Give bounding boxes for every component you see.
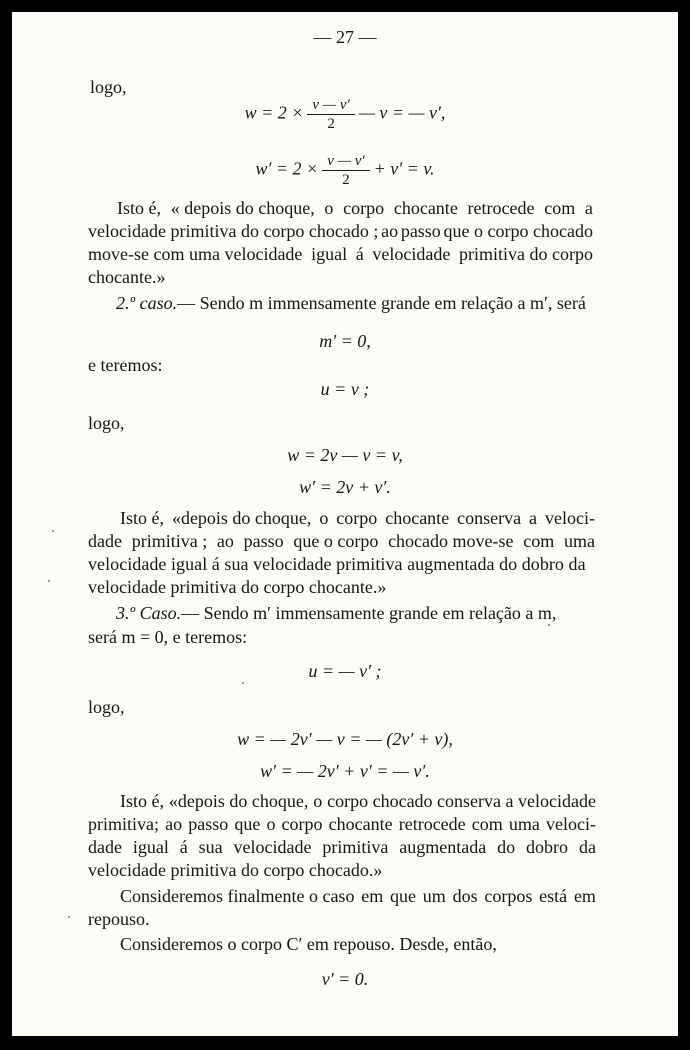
paragraph-1-line-4: chocante.» bbox=[88, 267, 166, 287]
equation-4: w′ = 2v + v′. bbox=[299, 477, 391, 497]
equation-5: w = — 2v′ — v = — (2v′ + v), bbox=[237, 729, 453, 749]
paragraph-2-line-4: velocidade primitiva do corpo chocante.» bbox=[88, 577, 387, 597]
scan-speck bbox=[48, 580, 50, 582]
document-page bbox=[12, 12, 678, 1036]
case-2-line bbox=[116, 292, 586, 314]
scan-speck bbox=[52, 530, 54, 532]
case-3-text: — Sendo m′ immensamente grande em relação a m, bbox=[181, 603, 557, 623]
eq2-fraction bbox=[322, 152, 369, 189]
equation-6: w′ = — 2v′ + v′ = — v′. bbox=[260, 761, 430, 781]
eq1-numerator: v — v′ bbox=[307, 96, 354, 115]
paragraph-3-line-3: dade igual á sua velocidade primitiva augmentada do dobro da bbox=[88, 837, 596, 857]
equation-v-prime-zero: v′ = 0. bbox=[321, 969, 369, 989]
paragraph-4-line-2: repouso. bbox=[88, 909, 150, 929]
eq1-left: w = 2 × bbox=[244, 102, 304, 123]
paragraph-1-line-2: velocidade primitiva do corpo chocado ; ao passo que o corpo chocado bbox=[88, 221, 593, 241]
scan-speck bbox=[548, 624, 550, 626]
scan-speck bbox=[68, 916, 70, 918]
equation-u-minus-v-prime: u = — v′ ; bbox=[308, 661, 382, 681]
paragraph-2-line-2: dade primitiva ; ao passo que o corpo chocado move-se com uma bbox=[88, 531, 595, 551]
paragraph-1-line-3: move-se com uma velocidade igual á velocidade primitiva do corpo bbox=[88, 244, 593, 264]
equation-m-prime-zero: m′ = 0, bbox=[319, 331, 371, 351]
paragraph-4-line-1: Consideremos finalmente o caso em que um dos corpos está em bbox=[120, 886, 596, 906]
case-3-line-2: será m = 0, e teremos: bbox=[88, 627, 248, 647]
case-2-text: — Sendo m immensamente grande em relação a m′, será bbox=[177, 293, 586, 313]
paragraph-2-line-1: Isto é, «depois do choque, o corpo chocante conserva a veloci- bbox=[120, 508, 595, 528]
case-3-label: 3.º Caso. bbox=[116, 603, 182, 623]
equation-u-v: u = v ; bbox=[320, 379, 370, 399]
eq1-right: — v = — v′, bbox=[358, 102, 446, 123]
paragraph-3-line-1: Isto é, «depois do choque, o corpo chocado conserva a velocidade bbox=[120, 791, 596, 811]
teremos-line-1: e teremos: bbox=[88, 355, 163, 375]
logo-line-1: logo, bbox=[90, 77, 127, 97]
page-number: — 27 — bbox=[313, 27, 377, 47]
equation-3: w = 2v — v = v, bbox=[287, 445, 403, 465]
eq2-left: w′ = 2 × bbox=[255, 158, 319, 179]
eq1-denominator: 2 bbox=[327, 116, 335, 132]
equation-1 bbox=[12, 96, 678, 133]
eq1-fraction bbox=[307, 96, 354, 133]
eq2-right: + v′ = v. bbox=[373, 158, 435, 179]
case-2-label: 2.º caso. bbox=[116, 293, 178, 313]
paragraph-5-line-1: Consideremos o corpo C′ em repouso. Desde, então, bbox=[120, 934, 497, 954]
logo-line-2: logo, bbox=[88, 413, 125, 433]
scan-speck bbox=[242, 682, 244, 684]
paragraph-3-line-2: primitiva; ao passo que o corpo chocante retrocede com uma veloci- bbox=[88, 814, 596, 834]
paragraph-3-line-4: velocidade primitiva do corpo chocado.» bbox=[88, 860, 383, 880]
paragraph-2-line-3: velocidade igual á sua velocidade primitiva augmentada do dobro da bbox=[88, 554, 586, 574]
eq2-denominator: 2 bbox=[342, 172, 350, 188]
equation-2 bbox=[12, 152, 678, 189]
paragraph-1-line-1: Isto é, « depois do choque, o corpo chocante retrocede com a bbox=[117, 198, 593, 218]
case-3-line bbox=[116, 602, 556, 624]
logo-line-3: logo, bbox=[88, 697, 125, 717]
eq2-numerator: v — v′ bbox=[322, 152, 369, 171]
